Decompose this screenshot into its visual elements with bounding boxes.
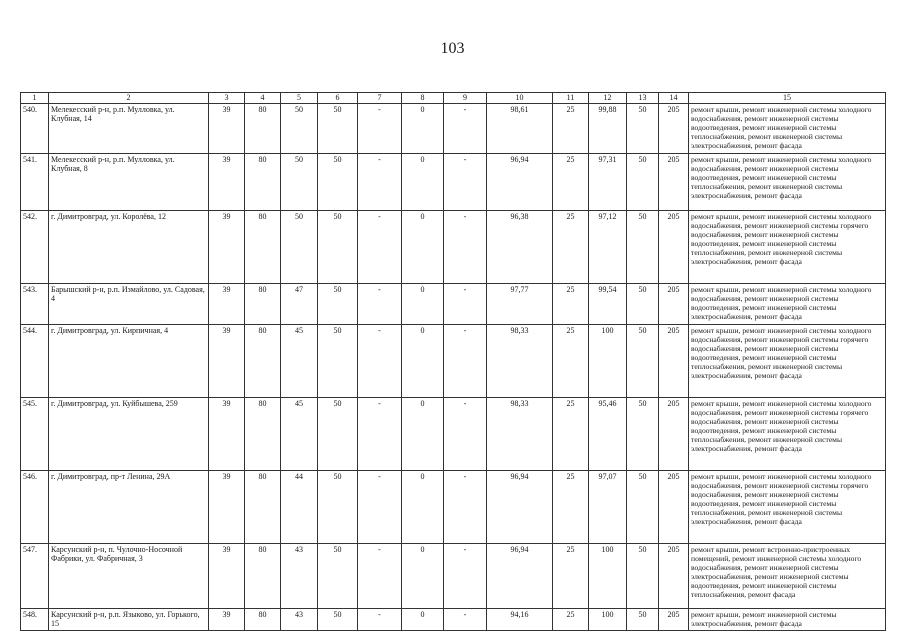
address-cell: г. Димитровград, ул. Королёва, 12 (49, 210, 209, 283)
value-cell: 96,94 (487, 153, 553, 210)
header-cell: 7 (358, 93, 402, 104)
value-cell: 96,38 (487, 210, 553, 283)
header-cell: 1 (21, 93, 49, 104)
value-cell: 50 (281, 103, 318, 153)
value-cell: 98,33 (487, 397, 553, 470)
value-cell: 50 (318, 283, 358, 324)
address-cell: Карсунский р-н, р.п. Языково, ул. Горького, 15 (49, 608, 209, 630)
table-row (21, 210, 886, 283)
value-cell: 205 (659, 283, 689, 324)
value-cell: 96,94 (487, 543, 553, 608)
value-cell: 43 (281, 608, 318, 630)
value-cell: 96,94 (487, 470, 553, 543)
row-number: 546. (21, 470, 49, 543)
works-cell: ремонт крыши, ремонт инженерной системы холодного водоснабжения, ремонт инженерной системы горячего водоснабжения, ремонт инженерной системы водоотведения, ремонт инженерной системы теплоснабжения, ремонт инженерной системы электроснабжения, ремонт фасада (689, 210, 886, 283)
value-cell: 25 (553, 283, 589, 324)
header-cell: 13 (627, 93, 659, 104)
works-cell: ремонт крыши, ремонт инженерной системы холодного водоснабжения, ремонт инженерной системы водоотведения, ремонт инженерной системы электроснабжения, ремонт фасада (689, 283, 886, 324)
works-cell: ремонт крыши, ремонт инженерной системы холодного водоснабжения, ремонт инженерной системы водоотведения, ремонт инженерной системы теплоснабжения, ремонт инженерной системы электроснабжения, ремонт фасада (689, 103, 886, 153)
value-cell: - (358, 324, 402, 397)
value-cell: 50 (318, 324, 358, 397)
works-cell: ремонт крыши, ремонт встроенно-пристроенных помещений, ремонт инженерной системы холодного водоснабжения, ремонт инженерной системы электроснабжения, ремонт инженерной системы водоотведения, ремонт инженерной системы теплоснабжения, ремонт фасада (689, 543, 886, 608)
row-number: 541. (21, 153, 49, 210)
value-cell: - (358, 283, 402, 324)
row-number: 547. (21, 543, 49, 608)
value-cell: 47 (281, 283, 318, 324)
value-cell: 99,54 (589, 283, 627, 324)
value-cell: 39 (209, 324, 245, 397)
value-cell: 80 (245, 397, 281, 470)
header-cell: 14 (659, 93, 689, 104)
header-cell: 5 (281, 93, 318, 104)
value-cell: 50 (318, 210, 358, 283)
value-cell: 0 (402, 103, 444, 153)
value-cell: 50 (281, 153, 318, 210)
value-cell: 205 (659, 210, 689, 283)
header-row (21, 93, 886, 104)
value-cell: - (444, 153, 487, 210)
value-cell: 97,31 (589, 153, 627, 210)
value-cell: 80 (245, 103, 281, 153)
table-row (21, 543, 886, 608)
value-cell: - (444, 283, 487, 324)
value-cell: - (358, 397, 402, 470)
value-cell: - (358, 103, 402, 153)
value-cell: 98,61 (487, 103, 553, 153)
address-cell: г. Димитровград, пр-т Ленина, 29А (49, 470, 209, 543)
value-cell: - (358, 470, 402, 543)
value-cell: 50 (318, 543, 358, 608)
value-cell: 99,88 (589, 103, 627, 153)
header-cell: 10 (487, 93, 553, 104)
value-cell: - (358, 210, 402, 283)
value-cell: 39 (209, 210, 245, 283)
value-cell: 205 (659, 324, 689, 397)
header-cell: 3 (209, 93, 245, 104)
value-cell: 50 (627, 608, 659, 630)
value-cell: 50 (627, 103, 659, 153)
value-cell: - (444, 470, 487, 543)
value-cell: 0 (402, 210, 444, 283)
value-cell: - (444, 543, 487, 608)
row-number: 540. (21, 103, 49, 153)
value-cell: 50 (318, 470, 358, 543)
value-cell: 98,33 (487, 324, 553, 397)
value-cell: 80 (245, 324, 281, 397)
row-number: 545. (21, 397, 49, 470)
value-cell: 44 (281, 470, 318, 543)
value-cell: 50 (627, 153, 659, 210)
value-cell: 45 (281, 324, 318, 397)
table-row (21, 324, 886, 397)
value-cell: 97,77 (487, 283, 553, 324)
value-cell: 50 (627, 324, 659, 397)
row-number: 542. (21, 210, 49, 283)
value-cell: 80 (245, 153, 281, 210)
works-cell: ремонт крыши, ремонт инженерной системы холодного водоснабжения, ремонт инженерной системы горячего водоснабжения, ремонт инженерной системы водоотведения, ремонт инженерной системы теплоснабжения, ремонт инженерной системы электроснабжения, ремонт фасада (689, 324, 886, 397)
value-cell: 0 (402, 153, 444, 210)
value-cell: 39 (209, 103, 245, 153)
value-cell: 39 (209, 283, 245, 324)
value-cell: 80 (245, 608, 281, 630)
value-cell: 97,07 (589, 470, 627, 543)
header-cell: 11 (553, 93, 589, 104)
value-cell: 39 (209, 153, 245, 210)
address-cell: Мелекесский р-н, р.п. Мулловка, ул. Клубная, 8 (49, 153, 209, 210)
value-cell: 39 (209, 397, 245, 470)
page-number: 103 (440, 40, 465, 57)
value-cell: 50 (318, 608, 358, 630)
value-cell: 80 (245, 283, 281, 324)
value-cell: 80 (245, 470, 281, 543)
value-cell: 205 (659, 543, 689, 608)
value-cell: 50 (627, 397, 659, 470)
row-number: 544. (21, 324, 49, 397)
value-cell: 205 (659, 470, 689, 543)
value-cell: - (444, 210, 487, 283)
value-cell: 205 (659, 103, 689, 153)
header-cell: 8 (402, 93, 444, 104)
header-cell: 4 (245, 93, 281, 104)
value-cell: 50 (627, 283, 659, 324)
address-cell: Мелекесский р-н, р.п. Мулловка, ул. Клубная, 14 (49, 103, 209, 153)
row-number: 548. (21, 608, 49, 630)
value-cell: 25 (553, 397, 589, 470)
header-cell: 9 (444, 93, 487, 104)
value-cell: 25 (553, 470, 589, 543)
value-cell: 205 (659, 397, 689, 470)
address-cell: г. Димитровград, ул. Куйбышева, 259 (49, 397, 209, 470)
value-cell: 50 (318, 397, 358, 470)
value-cell: 25 (553, 103, 589, 153)
works-cell: ремонт крыши, ремонт инженерной системы электроснабжения, ремонт фасада (689, 608, 886, 630)
value-cell: 0 (402, 543, 444, 608)
value-cell: - (358, 543, 402, 608)
value-cell: 39 (209, 470, 245, 543)
value-cell: - (444, 397, 487, 470)
value-cell: 39 (209, 543, 245, 608)
value-cell: 43 (281, 543, 318, 608)
repair-table (20, 92, 886, 631)
value-cell: 25 (553, 324, 589, 397)
value-cell: - (358, 608, 402, 630)
table-row (21, 153, 886, 210)
address-cell: г. Димитровград, ул. Кирпичная, 4 (49, 324, 209, 397)
value-cell: 80 (245, 210, 281, 283)
table-body (21, 103, 886, 630)
value-cell: 50 (627, 543, 659, 608)
works-cell: ремонт крыши, ремонт инженерной системы холодного водоснабжения, ремонт инженерной системы горячего водоснабжения, ремонт инженерной системы водоотведения, ремонт инженерной системы теплоснабжения, ремонт инженерной системы электроснабжения, ремонт фасада (689, 397, 886, 470)
value-cell: 50 (318, 103, 358, 153)
value-cell: 25 (553, 608, 589, 630)
value-cell: 100 (589, 543, 627, 608)
value-cell: 45 (281, 397, 318, 470)
address-cell: Карсунский р-н, п. Чулочно-Носочной Фабрики, ул. Фабричная, 3 (49, 543, 209, 608)
value-cell: - (444, 103, 487, 153)
value-cell: 50 (627, 470, 659, 543)
table-row (21, 283, 886, 324)
table-row (21, 397, 886, 470)
value-cell: 25 (553, 543, 589, 608)
works-cell: ремонт крыши, ремонт инженерной системы холодного водоснабжения, ремонт инженерной системы водоотведения, ремонт инженерной системы теплоснабжения, ремонт инженерной системы электроснабжения, ремонт фасада (689, 153, 886, 210)
header-cell: 15 (689, 93, 886, 104)
header-cell: 12 (589, 93, 627, 104)
table-row (21, 470, 886, 543)
value-cell: 205 (659, 153, 689, 210)
value-cell: 0 (402, 283, 444, 324)
header-cell: 2 (49, 93, 209, 104)
value-cell: 50 (318, 153, 358, 210)
value-cell: 25 (553, 210, 589, 283)
value-cell: 95,46 (589, 397, 627, 470)
header-cell: 6 (318, 93, 358, 104)
value-cell: 50 (627, 210, 659, 283)
value-cell: 80 (245, 543, 281, 608)
value-cell: 205 (659, 608, 689, 630)
value-cell: 0 (402, 470, 444, 543)
value-cell: 25 (553, 153, 589, 210)
table-row (21, 608, 886, 630)
value-cell: 0 (402, 397, 444, 470)
table-row (21, 103, 886, 153)
value-cell: 100 (589, 608, 627, 630)
value-cell: 0 (402, 608, 444, 630)
value-cell: - (444, 608, 487, 630)
value-cell: 39 (209, 608, 245, 630)
row-number: 543. (21, 283, 49, 324)
works-cell: ремонт крыши, ремонт инженерной системы холодного водоснабжения, ремонт инженерной системы горячего водоснабжения, ремонт инженерной системы водоотведения, ремонт инженерной системы теплоснабжения, ремонт инженерной системы электроснабжения, ремонт фасада (689, 470, 886, 543)
value-cell: 94,16 (487, 608, 553, 630)
value-cell: - (444, 324, 487, 397)
value-cell: 97,12 (589, 210, 627, 283)
value-cell: 50 (281, 210, 318, 283)
address-cell: Барышский р-н, р.п. Измайлово, ул. Садовая, 4 (49, 283, 209, 324)
value-cell: 100 (589, 324, 627, 397)
value-cell: - (358, 153, 402, 210)
value-cell: 0 (402, 324, 444, 397)
